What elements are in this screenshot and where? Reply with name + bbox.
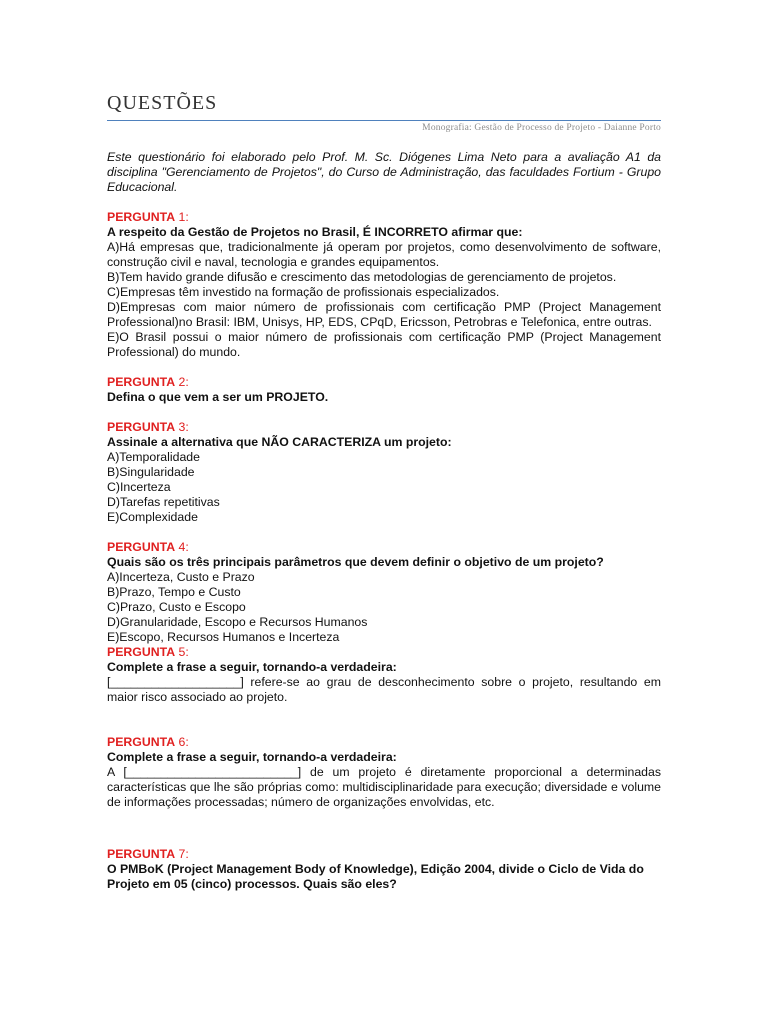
intro-paragraph: Este questionário foi elaborado pelo Prof. M. Sc. Diógenes Lima Neto para a avaliação A1 da disciplina "Gerenciamento de Projetos", do Curso de Administração, das faculdades Fortium - Grupo Educacional.: [107, 150, 661, 194]
page-title: QUESTÕES: [107, 92, 218, 114]
question-label: PERGUNTA: [107, 210, 176, 224]
question-stem: Defina o que vem a ser um PROJETO.: [107, 390, 329, 404]
question-4: [107, 540, 661, 645]
option-c: C)Empresas têm investido na formação de profissionais especializados.: [107, 285, 500, 299]
question-number: 1:: [178, 210, 189, 224]
question-1: [107, 210, 661, 360]
question-heading: [107, 375, 661, 390]
question-heading: [107, 540, 661, 555]
option-e: E)Escopo, Recursos Humanos e Incerteza: [107, 630, 340, 644]
option-d: D)Empresas com maior número de profissionais com certificação PMP (Project Management Professional)no Brasil: IBM, Unisys, HP, EDS, CPqD, Ericsson, Petrobras e Telefonica, entre outras.: [107, 300, 661, 329]
question-heading: [107, 645, 661, 660]
option-b: B)Tem havido grande difusão e crescimento das metodologias de gerenciamento de projetos.: [107, 270, 617, 284]
question-number: 7:: [178, 847, 189, 861]
option-e: E)Complexidade: [107, 510, 198, 524]
question-label: PERGUNTA: [107, 735, 176, 749]
question-heading: [107, 847, 661, 862]
question-7: [107, 847, 661, 892]
question-2: [107, 375, 661, 405]
question-number: 2:: [178, 375, 189, 389]
question-number: 6:: [178, 735, 189, 749]
option-a: A)Há empresas que, tradicionalmente já operam por projetos, como desenvolvimento de software, construção civil e naval, tecnologia e grandes equipamentos.: [107, 240, 661, 269]
question-5: [107, 645, 661, 705]
option-d: D)Granularidade, Escopo e Recursos Humanos: [107, 615, 368, 629]
option-b: B)Singularidade: [107, 465, 195, 479]
question-stem: Assinale a alternativa que NÃO CARACTERIZA um projeto:: [107, 435, 452, 449]
question-number: 4:: [178, 540, 189, 554]
question-text: [___________________] refere-se ao grau de desconhecimento sobre o projeto, resultando em maior risco associado ao projeto.: [107, 675, 661, 704]
option-c: C)Prazo, Custo e Escopo: [107, 600, 246, 614]
option-b: B)Prazo, Tempo e Custo: [107, 585, 241, 599]
question-3: [107, 420, 661, 525]
option-a: A)Temporalidade: [107, 450, 200, 464]
question-stem: A respeito da Gestão de Projetos no Brasil, É INCORRETO afirmar que:: [107, 225, 523, 239]
header-rule: [107, 120, 661, 121]
question-label: PERGUNTA: [107, 847, 176, 861]
question-text: A [_________________________] de um projeto é diretamente proporcional a determinadas características que lhe são próprias como: multidisciplinaridade para execução; diversidade e volume de informações processadas; número de organizações envolvidas, etc.: [107, 765, 661, 809]
option-e: E)O Brasil possui o maior número de profissionais com certificação PMP (Project Management Professional) do mundo.: [107, 330, 661, 359]
question-label: PERGUNTA: [107, 645, 176, 659]
question-heading: [107, 420, 661, 435]
question-heading: [107, 735, 661, 750]
question-label: PERGUNTA: [107, 540, 176, 554]
question-stem: Quais são os três principais parâmetros que devem definir o objetivo de um projeto?: [107, 555, 604, 569]
question-number: 3:: [178, 420, 189, 434]
running-head: Monografia: Gestão de Processo de Projeto - Daianne Porto: [422, 123, 661, 133]
question-stem: Complete a frase a seguir, tornando-a verdadeira:: [107, 750, 397, 764]
document-body: [107, 150, 661, 892]
question-6: [107, 735, 661, 810]
option-a: A)Incerteza, Custo e Prazo: [107, 570, 255, 584]
option-c: C)Incerteza: [107, 480, 171, 494]
question-stem: O PMBoK (Project Management Body of Knowledge), Edição 2004, divide o Ciclo de Vida do Projeto em 05 (cinco) processos. Quais são eles?: [107, 862, 644, 891]
question-label: PERGUNTA: [107, 375, 176, 389]
question-stem: Complete a frase a seguir, tornando-a verdadeira:: [107, 660, 397, 674]
option-d: D)Tarefas repetitivas: [107, 495, 220, 509]
question-number: 5:: [178, 645, 189, 659]
question-label: PERGUNTA: [107, 420, 176, 434]
question-heading: [107, 210, 661, 225]
